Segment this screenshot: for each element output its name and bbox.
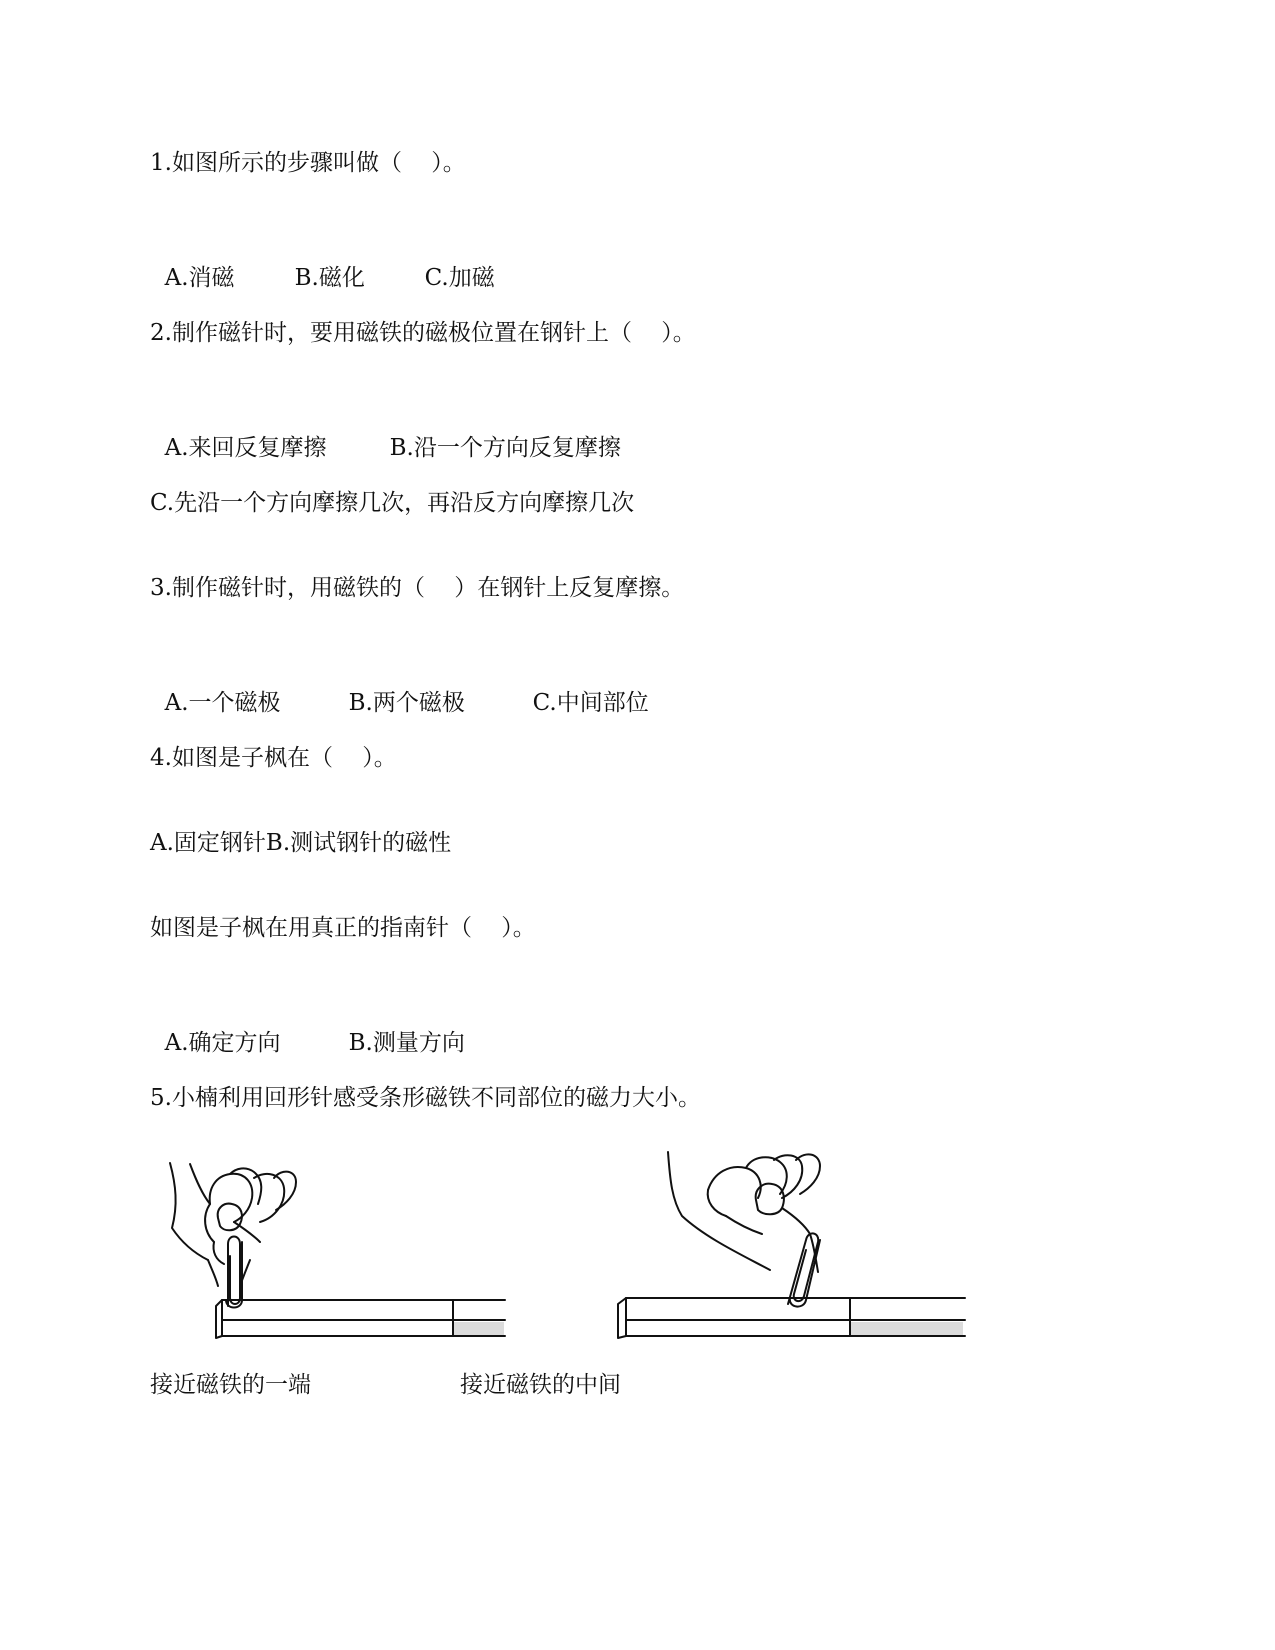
caption-magnet-middle: 接近磁铁的中间 (460, 1372, 621, 1398)
q2-option-a: A.来回反复摩擦 (164, 435, 327, 461)
magnet-shading (851, 1322, 963, 1335)
q3-stem: 3.制作磁针时，用磁铁的（ ）在钢针上反复摩擦。 (150, 575, 685, 601)
q4-options-2 (150, 998, 465, 1058)
q1-option-a: A.消磁 (164, 265, 235, 291)
figure-magnet-middle (610, 1150, 970, 1360)
q3-option-b: B.两个磁极 (348, 690, 465, 716)
q2-option-b: B.沿一个方向反复摩擦 (389, 435, 621, 461)
q1-stem: 1.如图所示的步骤叫做（ ）。 (150, 150, 466, 176)
caption-magnet-end: 接近磁铁的一端 (150, 1372, 311, 1398)
q4-options: A.固定钢针B.测试钢针的磁性 (150, 830, 452, 856)
q3-options (150, 658, 649, 718)
q4-stem-2: 如图是子枫在用真正的指南针（ ）。 (150, 915, 536, 941)
q5-stem: 5.小楠利用回形针感受条形磁铁不同部位的磁力大小。 (150, 1085, 701, 1111)
q4-stem: 4.如图是子枫在（ ）。 (150, 745, 397, 771)
hand-holding-paperclip-icon (610, 1150, 970, 1360)
q2-stem: 2.制作磁针时，要用磁铁的磁极位置在钢针上（ ）。 (150, 320, 696, 346)
q2-option-c: C.先沿一个方向摩擦几次，再沿反方向摩擦几次 (150, 490, 635, 516)
q4b-option-a: A.确定方向 (164, 1030, 281, 1056)
magnet-shading (454, 1322, 504, 1335)
q3-option-c: C.中间部位 (532, 690, 649, 716)
q1-option-c: C.加磁 (424, 265, 495, 291)
q3-option-a: A.一个磁极 (164, 690, 281, 716)
q1-option-b: B.磁化 (294, 265, 365, 291)
figure-magnet-end (150, 1160, 510, 1360)
q2-options (150, 403, 621, 463)
q4b-option-b: B.测量方向 (348, 1030, 465, 1056)
hand-holding-paperclip-icon (150, 1160, 510, 1360)
q1-options (150, 233, 495, 293)
